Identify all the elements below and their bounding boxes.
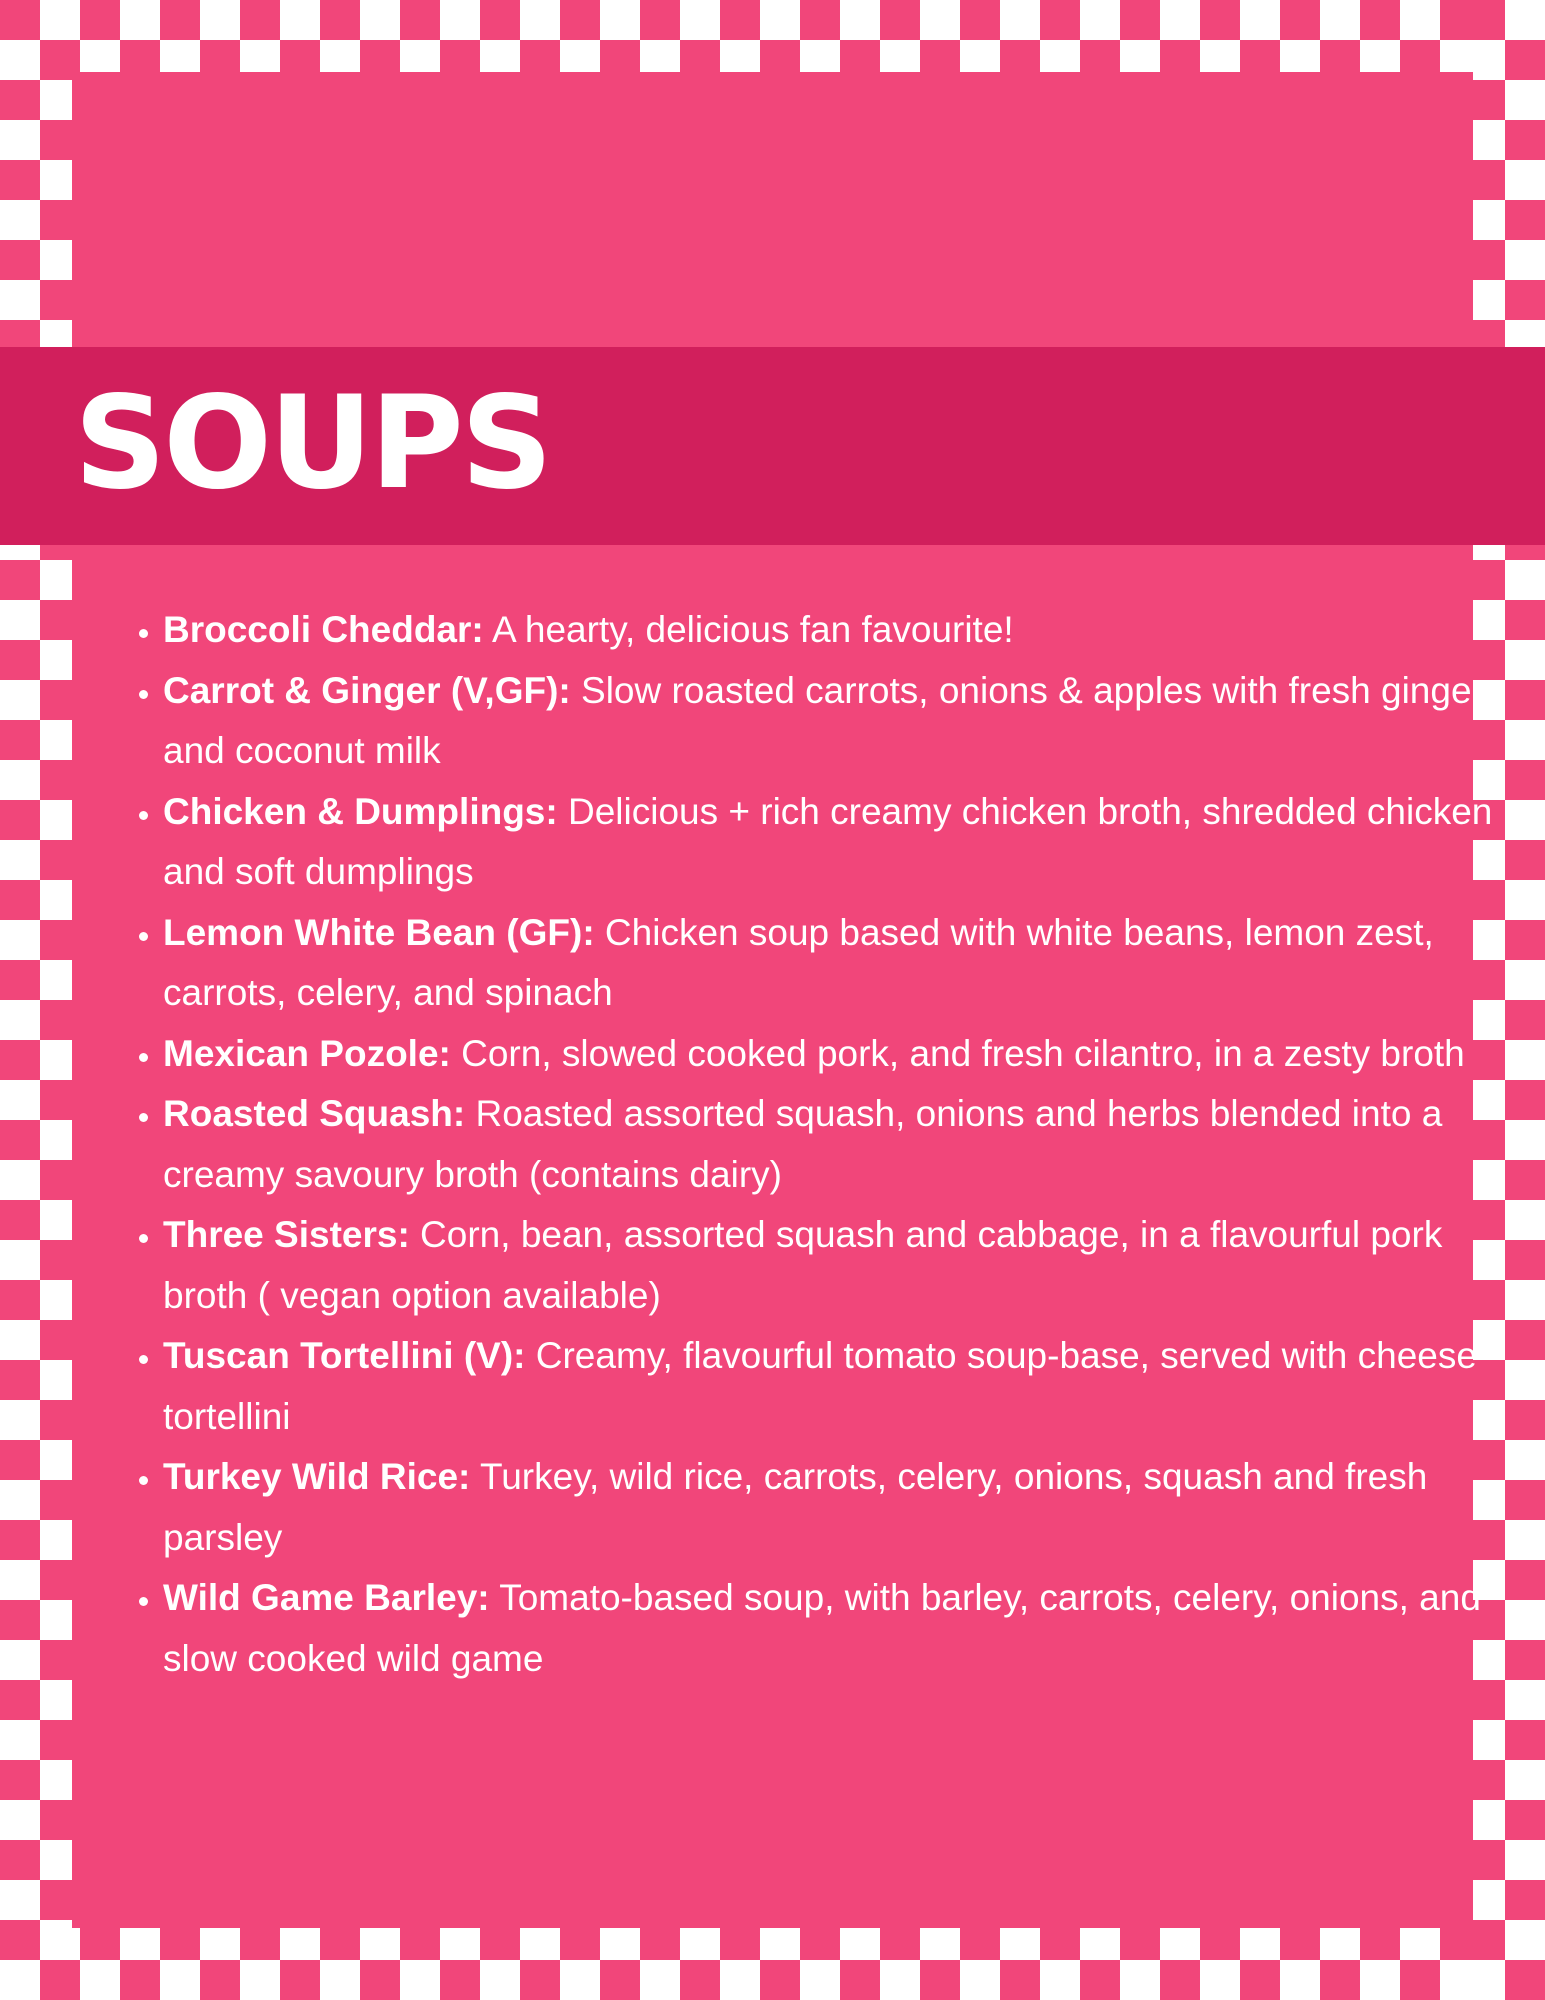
soup-description: Tomato-based soup, with barley, carrots, celery, onions, and slow cooked wild game bbox=[163, 1577, 1481, 1679]
soup-name: Wild Game Barley: bbox=[163, 1577, 490, 1618]
list-item bbox=[163, 600, 1513, 661]
soup-name: Lemon White Bean (GF): bbox=[163, 911, 595, 953]
soup-description: Corn, slowed cooked pork, and fresh cilantro, in a zesty broth bbox=[450, 1032, 1465, 1074]
soup-description: Roasted assorted squash, onions and herbs blended into a creamy savoury broth (contains dairy) bbox=[163, 1093, 1443, 1195]
soup-name: Chicken & Dumplings: bbox=[163, 790, 558, 832]
checkered-border-top bbox=[0, 0, 1545, 80]
soup-description: Slow roasted carrots, onions & apples with fresh ginger and coconut milk bbox=[163, 669, 1484, 771]
soup-list bbox=[118, 600, 1513, 1689]
soup-name: Mexican Pozole: bbox=[163, 1032, 451, 1074]
list-item bbox=[163, 1568, 1513, 1689]
list-item bbox=[163, 1024, 1513, 1085]
list-item bbox=[163, 1447, 1513, 1568]
list-item bbox=[163, 782, 1513, 903]
soup-name: Turkey Wild Rice: bbox=[163, 1456, 471, 1497]
checkered-border-bottom bbox=[0, 1920, 1545, 2000]
soup-description: Turkey, wild rice, carrots, celery, onions, squash and fresh parsley bbox=[163, 1456, 1428, 1558]
list-item bbox=[163, 1205, 1513, 1326]
soup-description: Delicious + rich creamy chicken broth, shredded chicken and soft dumplings bbox=[163, 790, 1493, 892]
list-item bbox=[163, 1326, 1513, 1447]
list-item bbox=[163, 661, 1513, 782]
soup-name: Broccoli Cheddar: bbox=[163, 609, 484, 650]
soup-description: Corn, bean, assorted squash and cabbage, in a flavourful pork broth ( vegan option available) bbox=[163, 1214, 1443, 1316]
checkered-border-left bbox=[0, 0, 80, 2000]
soup-name: Carrot & Ginger (V,GF): bbox=[163, 669, 571, 711]
list-item bbox=[163, 903, 1513, 1024]
soup-description: Creamy, flavourful tomato soup-base, served with cheese tortellini bbox=[163, 1335, 1477, 1437]
soup-description: Chicken soup based with white beans, lemon zest, carrots, celery, and spinach bbox=[163, 911, 1434, 1013]
soup-name: Roasted Squash: bbox=[163, 1093, 466, 1134]
soup-name: Tuscan Tortellini (V): bbox=[163, 1335, 526, 1376]
soup-description: A hearty, delicious fan favourite! bbox=[483, 609, 1014, 650]
soup-name: Three Sisters: bbox=[163, 1214, 410, 1255]
list-item bbox=[163, 1084, 1513, 1205]
page-title: SOUPS bbox=[74, 369, 550, 518]
